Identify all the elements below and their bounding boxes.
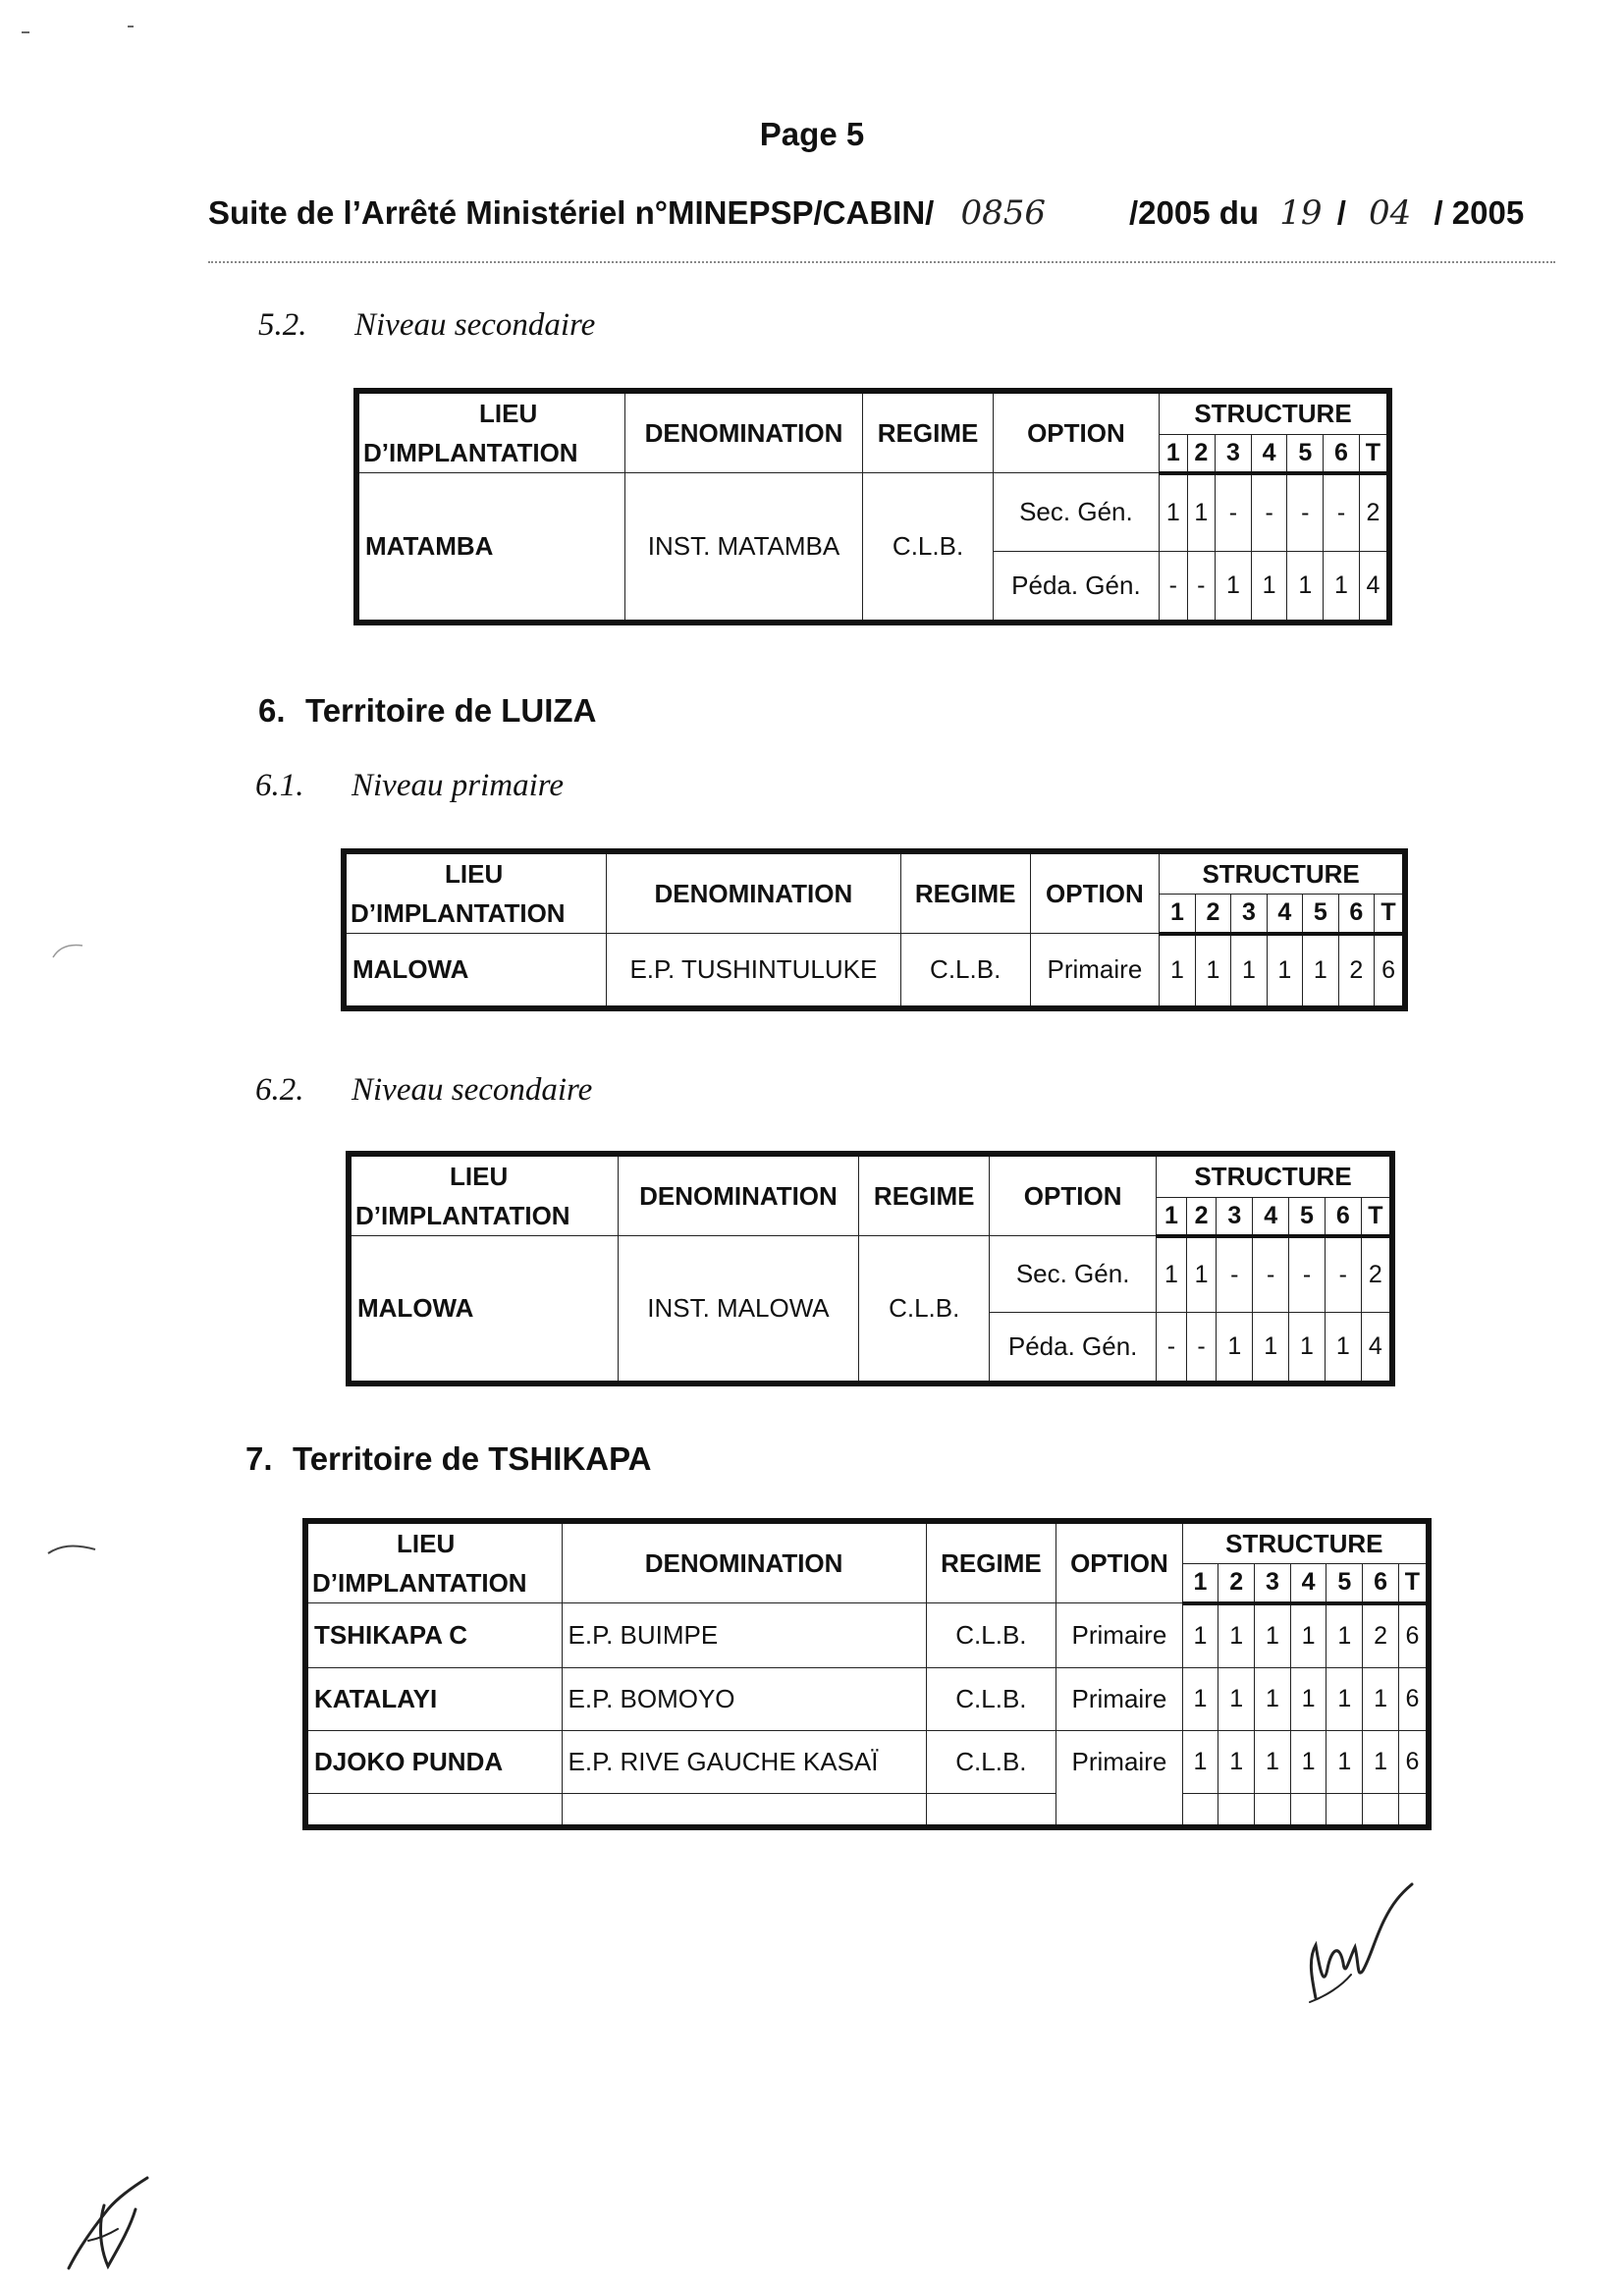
empty-cell [1290, 1794, 1326, 1827]
cell-total: 2 [1361, 1236, 1392, 1313]
structure-col: 6 [1324, 434, 1360, 472]
cell-denomination: E.P. BUIMPE [562, 1603, 926, 1668]
structure-col: 4 [1267, 895, 1302, 934]
cell-total: 2 [1359, 473, 1389, 552]
cell-denomination: E.P. BOMOYO [562, 1668, 926, 1731]
cell-denomination: INST. MALOWA [618, 1236, 859, 1384]
section-title: Niveau secondaire [354, 307, 596, 343]
cell-structure: 2 [1363, 1603, 1399, 1668]
section-6-1-heading [255, 768, 564, 804]
scan-mark [44, 1542, 103, 1557]
territory-number: 6. [258, 692, 286, 729]
cell-structure: 1 [1182, 1731, 1218, 1794]
cell-structure: 1 [1325, 1313, 1361, 1384]
structure-col: T [1359, 434, 1389, 472]
cell-structure: - [1253, 1236, 1289, 1313]
empty-cell [1218, 1794, 1255, 1827]
decree-reference [208, 193, 1046, 233]
territory-number: 7. [245, 1440, 273, 1477]
cell-regime: C.L.B. [926, 1731, 1056, 1794]
cell-regime: C.L.B. [900, 934, 1030, 1008]
structure-col: 5 [1287, 434, 1324, 472]
table-row [305, 1668, 1429, 1731]
cell-structure: 1 [1255, 1603, 1291, 1668]
cell-lieu: MALOWA [349, 1236, 618, 1384]
cell-option: Sec. Gén. [993, 473, 1159, 552]
section-number: 6.1. [255, 768, 304, 803]
structure-col: 5 [1289, 1197, 1326, 1235]
table-6-1-primary [341, 848, 1408, 1011]
cell-structure: 1 [1186, 1236, 1217, 1313]
structure-col: 4 [1251, 434, 1287, 472]
structure-col: 5 [1303, 895, 1338, 934]
cell-structure: 1 [1157, 1236, 1187, 1313]
empty-cell [1363, 1794, 1399, 1827]
cell-denomination: E.P. RIVE GAUCHE KASAÏ [562, 1731, 926, 1794]
empty-cell [1398, 1794, 1429, 1827]
cell-structure: 1 [1251, 552, 1287, 623]
cell-structure: 1 [1218, 1731, 1255, 1794]
structure-col: T [1398, 1564, 1429, 1603]
cell-regime: C.L.B. [859, 1236, 990, 1384]
cell-structure: 1 [1187, 473, 1216, 552]
cell-regime: C.L.B. [926, 1668, 1056, 1731]
col-header-structure: STRUCTURE [1160, 851, 1405, 895]
cell-total: 6 [1398, 1668, 1429, 1731]
cell-option: Primaire [1030, 934, 1160, 1008]
structure-col: 3 [1255, 1564, 1291, 1603]
section-number: 5.2. [258, 307, 307, 343]
cell-structure: 1 [1182, 1603, 1218, 1668]
empty-row [305, 1794, 1429, 1827]
section-5-2-heading [258, 307, 595, 344]
decree-day-handwritten: 19 [1279, 193, 1323, 233]
cell-structure: 1 [1290, 1668, 1326, 1731]
cell-structure: - [1325, 1236, 1361, 1313]
territory-title: Territoire de LUIZA [305, 692, 597, 729]
empty-cell [1326, 1794, 1363, 1827]
decree-date [1129, 193, 1524, 233]
decree-year-sep: /2005 du [1129, 194, 1260, 231]
cell-structure: - [1216, 473, 1252, 552]
col-header-option: OPTION [1056, 1521, 1182, 1603]
cell-structure: 1 [1160, 934, 1195, 1008]
table-row [349, 1236, 1392, 1313]
handwritten-signature [1286, 1880, 1424, 2008]
section-title: Niveau primaire [352, 768, 564, 803]
cell-regime: C.L.B. [863, 473, 994, 623]
cell-structure: 1 [1255, 1731, 1291, 1794]
decree-prefix: Suite de l’Arrêté Ministériel n°MINEPSP/CABIN/ [208, 194, 935, 231]
cell-structure: 1 [1218, 1668, 1255, 1731]
col-header-regime: REGIME [859, 1154, 990, 1236]
col-header-regime: REGIME [900, 851, 1030, 934]
cell-option: Sec. Gén. [990, 1236, 1157, 1313]
empty-cell [1255, 1794, 1291, 1827]
decree-month-handwritten: 04 [1369, 193, 1412, 233]
col-header-structure: STRUCTURE [1160, 391, 1389, 434]
date-sep-1: / [1336, 194, 1346, 231]
structure-col: 1 [1182, 1564, 1218, 1603]
cell-structure: 1 [1290, 1731, 1326, 1794]
cell-structure: - [1160, 552, 1188, 623]
empty-cell [926, 1794, 1056, 1827]
structure-col: 1 [1157, 1197, 1187, 1235]
header-row [356, 391, 1389, 434]
cell-structure: 1 [1326, 1603, 1363, 1668]
cell-structure: 1 [1218, 1603, 1255, 1668]
scan-mark [49, 938, 88, 967]
structure-col: 3 [1231, 895, 1267, 934]
empty-cell [1182, 1794, 1218, 1827]
cell-total: 6 [1398, 1603, 1429, 1668]
territory-7-heading [245, 1440, 652, 1478]
cell-option: Primaire [1056, 1731, 1182, 1827]
scan-speck [22, 31, 29, 33]
structure-col: 2 [1187, 434, 1216, 472]
cell-structure: 1 [1363, 1731, 1399, 1794]
section-number: 6.2. [255, 1072, 304, 1108]
structure-col: 6 [1325, 1197, 1361, 1235]
col-header-option: OPTION [990, 1154, 1157, 1236]
cell-structure: 2 [1338, 934, 1374, 1008]
empty-cell [562, 1794, 926, 1827]
cell-structure: - [1289, 1236, 1326, 1313]
table-row [305, 1731, 1429, 1794]
structure-col: 1 [1160, 434, 1188, 472]
cell-denomination: E.P. TUSHINTULUKE [606, 934, 900, 1008]
cell-structure: - [1157, 1313, 1187, 1384]
table-row [305, 1603, 1429, 1668]
structure-col: 4 [1253, 1197, 1289, 1235]
col-header-denomination: DENOMINATION [562, 1521, 926, 1603]
cell-structure: 1 [1287, 552, 1324, 623]
col-header-lieu: LIEU D’IMPLANTATION [356, 391, 624, 473]
page-number: Page 5 [759, 116, 865, 152]
section-6-2-heading [255, 1072, 592, 1109]
col-header-structure: STRUCTURE [1182, 1521, 1429, 1564]
cell-structure: 1 [1182, 1668, 1218, 1731]
col-header-lieu: LIEU D’IMPLANTATION [305, 1521, 562, 1603]
cell-regime: C.L.B. [926, 1603, 1056, 1668]
cell-structure: 1 [1160, 473, 1188, 552]
col-header-structure: STRUCTURE [1157, 1154, 1392, 1197]
cell-total: 6 [1398, 1731, 1429, 1794]
col-header-lieu: LIEU D’IMPLANTATION [349, 1154, 618, 1236]
empty-cell [305, 1794, 562, 1827]
cell-lieu: MALOWA [344, 934, 606, 1008]
cell-structure: 1 [1324, 552, 1360, 623]
structure-col: T [1361, 1197, 1392, 1235]
cell-structure: 1 [1326, 1668, 1363, 1731]
header-divider [208, 261, 1555, 263]
structure-col: 1 [1160, 895, 1195, 934]
cell-structure: 1 [1303, 934, 1338, 1008]
territory-title: Territoire de TSHIKAPA [293, 1440, 652, 1477]
cell-total: 4 [1359, 552, 1389, 623]
cell-option: Péda. Gén. [990, 1313, 1157, 1384]
cell-structure: 1 [1290, 1603, 1326, 1668]
cell-lieu: TSHIKAPA C [305, 1603, 562, 1668]
structure-col: 3 [1216, 434, 1252, 472]
table-row [356, 473, 1389, 552]
handwritten-initials [49, 2170, 177, 2278]
col-header-denomination: DENOMINATION [618, 1154, 859, 1236]
structure-col: 6 [1363, 1564, 1399, 1603]
cell-structure: 1 [1195, 934, 1230, 1008]
cell-option: Péda. Gén. [993, 552, 1159, 623]
cell-structure: 1 [1326, 1731, 1363, 1794]
structure-col: 2 [1218, 1564, 1255, 1603]
col-header-lieu: LIEU D’IMPLANTATION [344, 851, 606, 934]
structure-col: 6 [1338, 895, 1374, 934]
structure-col: 2 [1195, 895, 1230, 934]
cell-total: 4 [1361, 1313, 1392, 1384]
cell-structure: 1 [1231, 934, 1267, 1008]
cell-structure: 1 [1255, 1668, 1291, 1731]
cell-structure: - [1287, 473, 1324, 552]
col-header-option: OPTION [1030, 851, 1160, 934]
cell-denomination: INST. MATAMBA [624, 473, 863, 623]
cell-structure: - [1186, 1313, 1217, 1384]
cell-lieu: MATAMBA [356, 473, 624, 623]
cell-lieu: DJOKO PUNDA [305, 1731, 562, 1794]
col-header-denomination: DENOMINATION [606, 851, 900, 934]
cell-structure: 1 [1253, 1313, 1289, 1384]
cell-structure: 1 [1289, 1313, 1326, 1384]
structure-col: T [1375, 895, 1405, 934]
section-title: Niveau secondaire [352, 1072, 593, 1108]
table-6-2-secondary [346, 1151, 1395, 1386]
structure-col: 2 [1186, 1197, 1217, 1235]
table-5-2-secondary [353, 388, 1392, 625]
col-header-option: OPTION [993, 391, 1159, 473]
cell-structure: 1 [1216, 552, 1252, 623]
cell-structure: 1 [1217, 1313, 1253, 1384]
col-header-denomination: DENOMINATION [624, 391, 863, 473]
header-row [349, 1154, 1392, 1197]
cell-structure: - [1217, 1236, 1253, 1313]
cell-structure: 1 [1363, 1668, 1399, 1731]
cell-structure: - [1324, 473, 1360, 552]
header-row [344, 851, 1405, 895]
scan-speck [128, 26, 134, 27]
table-7-primary [302, 1518, 1432, 1830]
col-header-regime: REGIME [863, 391, 994, 473]
cell-structure: - [1251, 473, 1287, 552]
table-row [344, 934, 1405, 1008]
cell-option: Primaire [1056, 1668, 1182, 1731]
cell-total: 6 [1375, 934, 1405, 1008]
cell-option: Primaire [1056, 1603, 1182, 1668]
territory-6-heading [258, 692, 596, 730]
header-row [305, 1521, 1429, 1564]
decree-year: / 2005 [1434, 194, 1525, 231]
cell-structure: - [1187, 552, 1216, 623]
cell-structure: 1 [1267, 934, 1302, 1008]
cell-lieu: KATALAYI [305, 1668, 562, 1731]
structure-col: 3 [1217, 1197, 1253, 1235]
col-header-regime: REGIME [926, 1521, 1056, 1603]
structure-col: 5 [1326, 1564, 1363, 1603]
decree-number-handwritten: 0856 [960, 193, 1047, 233]
structure-col: 4 [1290, 1564, 1326, 1603]
